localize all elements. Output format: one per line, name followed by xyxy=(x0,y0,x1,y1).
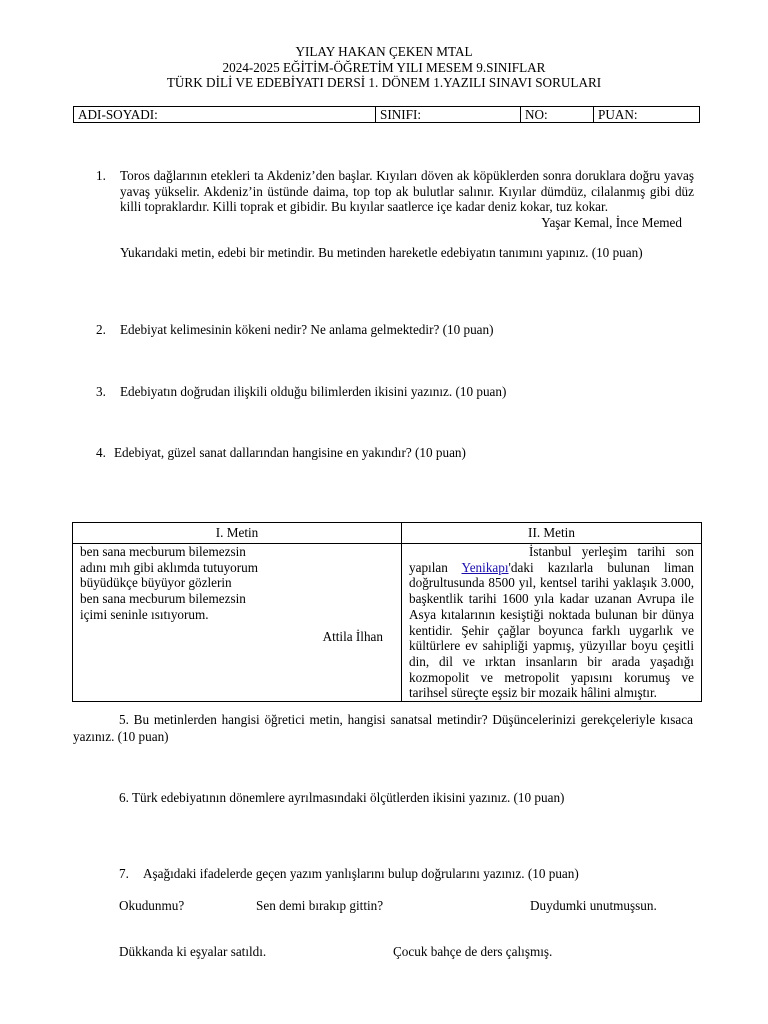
spelling-item: Duydumki unutmuşsun. xyxy=(530,898,657,913)
question-number: 2. xyxy=(96,322,106,337)
question-3-text: Edebiyatın doğrudan ilişkili olduğu bilimlerden ikisini yazınız. (10 puan) xyxy=(120,384,507,399)
student-info-table xyxy=(73,106,700,123)
spelling-item: Dükkanda ki eşyalar satıldı. xyxy=(119,944,267,959)
number-field[interactable]: NO: xyxy=(521,107,594,123)
question-4-text: Edebiyat, güzel sanat dallarından hangisine en yakındır? (10 puan) xyxy=(114,445,466,460)
academic-year: 2024-2025 EĞİTİM-ÖĞRETİM YILI MESEM 9.SINIFLAR xyxy=(222,59,546,75)
question-2-text: Edebiyat kelimesinin kökeni nedir? Ne anlama gelmektedir? (10 puan) xyxy=(120,322,494,337)
exam-header xyxy=(0,44,768,91)
poet-name: Attila İlhan xyxy=(322,628,383,644)
question-1-passage: Toros dağlarının etekleri ta Akdeniz’den başlar. Kıyıları döven ak köpüklerden sonra doruklara doğru yavaş yavaş yükselir. Akdeniz’in üstünde daima, top top ak bulutlar salınır. Kıyılar dümdüz, cilalanmış gibi düz killi topraklardır. Killi toprak et gibidir. Bu kıyılar saatlerce içe kadar deniz kokar, tuz kokar. xyxy=(120,168,694,215)
texts-comparison-table xyxy=(72,522,702,702)
poem-line: büyüdükçe büyüyor gözlerin xyxy=(80,575,232,591)
poem-line: ben sana mecburum bilemezsin xyxy=(80,544,246,559)
yenikapi-link[interactable]: Yenikapı xyxy=(461,559,509,575)
question-3 xyxy=(96,384,506,400)
name-field[interactable]: ADI-SOYADI: xyxy=(74,107,376,123)
class-field[interactable]: SINIFI: xyxy=(376,107,521,123)
poem-line: adını mıh gibi aklımda tutuyorum xyxy=(80,559,259,575)
prose-rest: 'daki kazılarla bulunan liman doğrultusunda 8500 yıl, kentsel tarihi yaklaşık 3.000, başkentlik tarihi 1600 yıla kadar uzanan Avrupa ile Asya kıtalarının kesiştiği noktada bulunan bir dünya kentidir. Şehir çağlar boyunca farklı uygarlık ve kültürlere ev sahipliği yapmış, yüzyıllar boyu çeşitli din, dil ve ırktan insanların bir arada yaşadığı kozmopolit ve metropolit yapısını korumuş ve tarihsel süreçte eşsiz bir mozaik hâlini almıştır. xyxy=(409,559,695,701)
exam-title: TÜRK DİLİ VE EDEBİYATI DERSİ 1. DÖNEM 1.YAZILI SINAVI SORULARI xyxy=(166,75,602,90)
prose-start: İstanbul yerleşim tarihi son yapılan xyxy=(409,544,694,575)
question-6: 6. Türk edebiyatının dönemlere ayrılmasındaki ölçütlerden ikisini yazınız. (10 puan) xyxy=(119,790,565,805)
question-number: 1. xyxy=(96,168,106,183)
question-1-prompt: Yukarıdaki metin, edebi bir metindir. Bu metinden hareketle edebiyatın tanımını yapınız. (10 puan) xyxy=(120,244,643,260)
prose-text xyxy=(409,544,694,701)
poem-line: içimi seninle ısıtıyorum. xyxy=(80,606,209,622)
question-1 xyxy=(96,168,694,261)
passage-source: Yaşar Kemal, İnce Memed xyxy=(541,215,682,231)
text-1-cell xyxy=(73,544,402,702)
question-number: 3. xyxy=(96,384,106,399)
question-number: 7. xyxy=(119,866,129,881)
spelling-item: Çocuk bahçe de ders çalışmış. xyxy=(393,944,553,959)
text-2-header: II. Metin xyxy=(402,523,702,544)
text-1-header: I. Metin xyxy=(73,523,402,544)
spelling-item: Okudunmu? xyxy=(119,898,185,913)
question-7 xyxy=(119,866,579,882)
school-name: YILAY HAKAN ÇEKEN MTAL xyxy=(295,44,473,59)
poem-line: ben sana mecburum bilemezsin xyxy=(80,591,246,607)
question-5: 5. Bu metinlerden hangisi öğretici metin, hangisi sanatsal metindir? Düşüncelerinizi gerekçeleriyle kısaca yazınız. (10 puan) xyxy=(73,712,693,744)
poem xyxy=(80,544,383,644)
question-2 xyxy=(96,322,494,338)
score-field[interactable]: PUAN: xyxy=(594,107,700,123)
spelling-item: Sen demi bırakıp gittin? xyxy=(256,898,384,913)
question-4 xyxy=(96,445,466,461)
question-number: 4. xyxy=(96,445,106,460)
question-7-text: Aşağıdaki ifadelerde geçen yazım yanlışlarını bulup doğrularını yazınız. (10 puan) xyxy=(143,866,579,881)
text-2-cell xyxy=(402,544,702,702)
